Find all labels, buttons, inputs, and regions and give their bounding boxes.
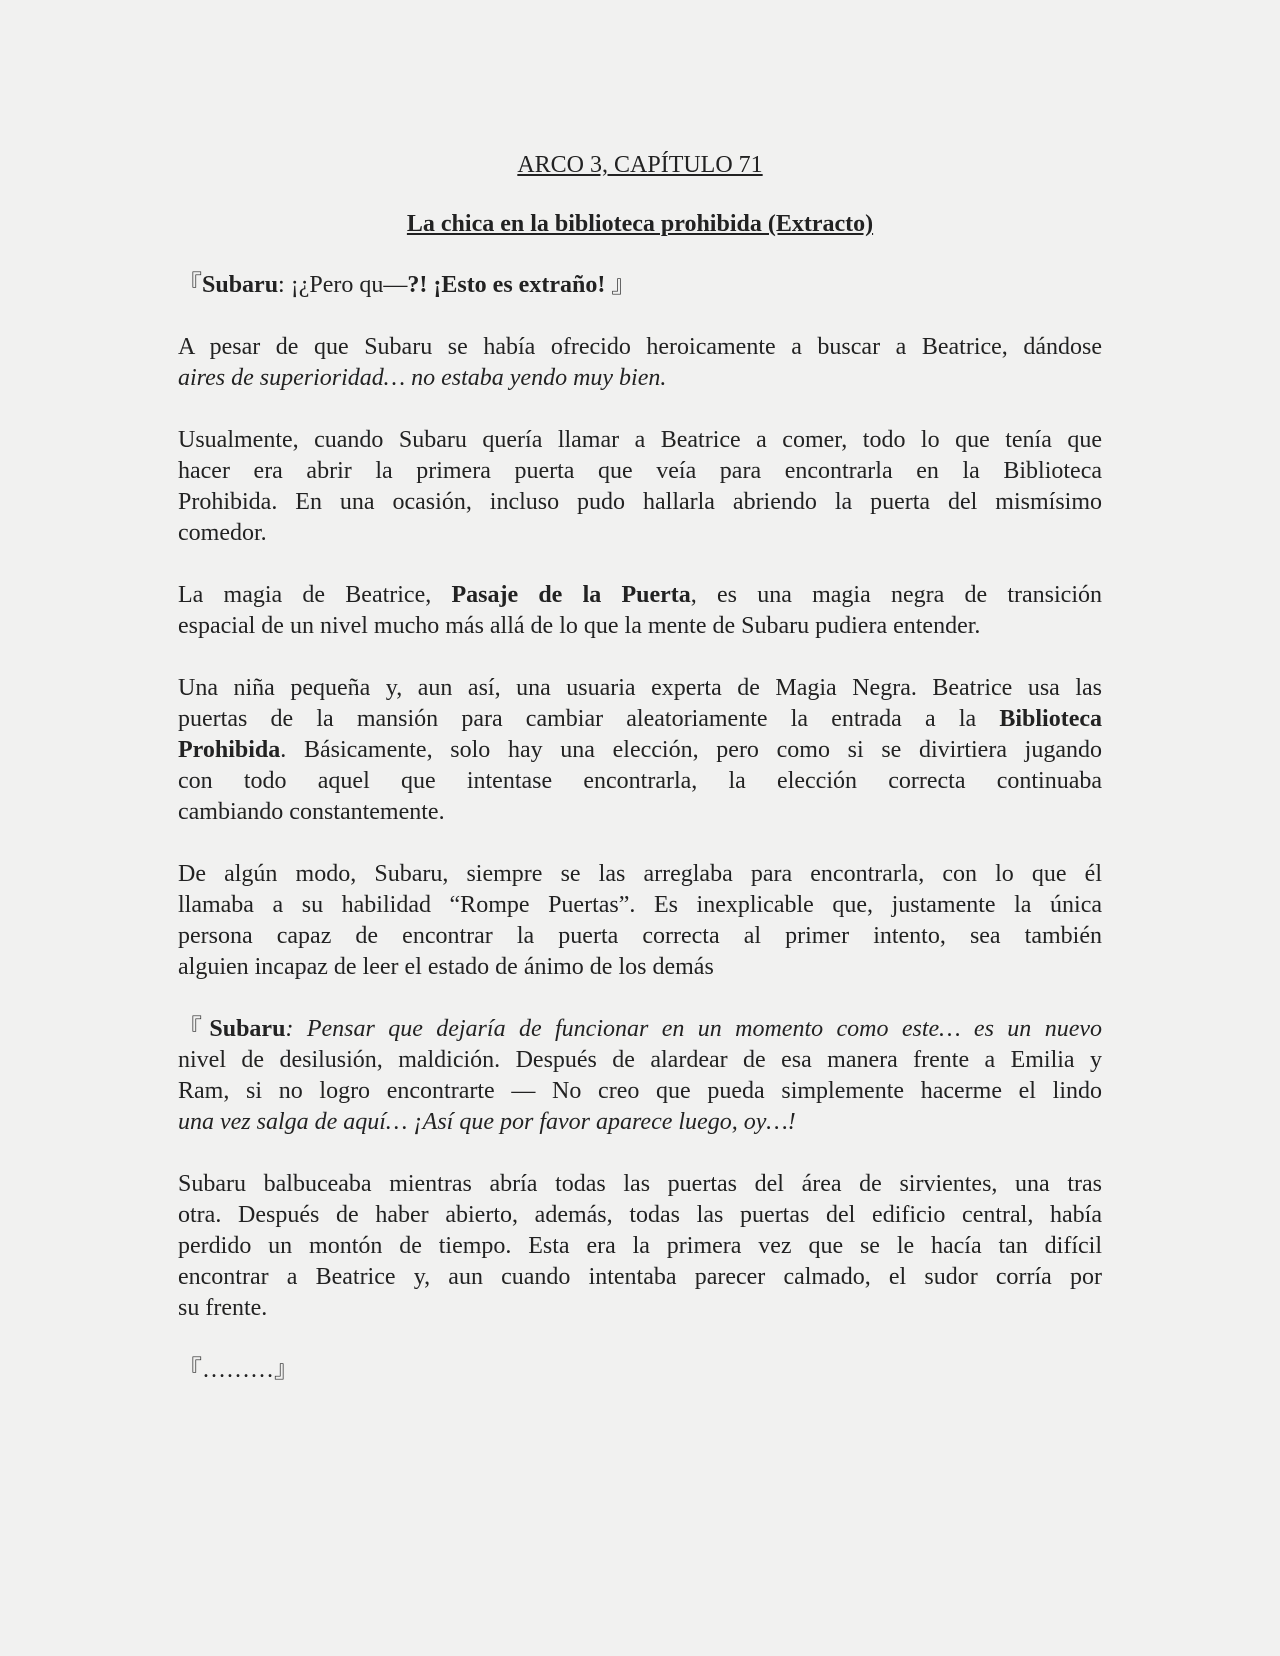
paragraph-line: persona capaz de encontrar la puerta correcta al primer intento, sea también (178, 923, 1102, 949)
paragraph-line: encontrar a Beatrice y, aun cuando intentaba parecer calmado, el sudor corría por (178, 1264, 1102, 1290)
paragraph-4 (178, 673, 1102, 828)
paragraph-line (178, 735, 1102, 766)
paragraph-line: Prohibida. En una ocasión, incluso pudo hallarla abriendo la puerta del mismísimo (178, 489, 1102, 515)
paragraph-line (178, 704, 1102, 735)
paragraph-line: con todo aquel que intentase encontrarla, la elección correcta continuaba (178, 768, 1102, 794)
text-segment: , es una magia negra de transición (690, 582, 1102, 608)
dialogue-text-bold: ?! ¡Esto es extraño! (407, 272, 612, 298)
paragraph-3 (178, 580, 1102, 642)
paragraph-6 (178, 1169, 1102, 1324)
paragraph-line (178, 580, 1102, 611)
dialogue-text-italic: : Pensar que dejaría de funcionar en un momento como este… es un nuevo (285, 1016, 1103, 1042)
dialogue-text: ¡¿Pero qu— (290, 272, 408, 298)
close-quote-mark: 』 (611, 272, 636, 298)
arc-chapter-label: ARCO 3, CAPÍTULO 71 (517, 152, 763, 178)
text-segment: . Básicamente, solo hay una elección, pero como si se divirtiera jugando (280, 737, 1102, 763)
document-page (178, 150, 1102, 1417)
closing-ellipsis (178, 1355, 1102, 1386)
paragraph-line (178, 1014, 1102, 1045)
dialogue-colon: : (278, 272, 291, 298)
speaker-name: Subaru (209, 1016, 286, 1042)
dialogue-subaru-2 (178, 1014, 1102, 1138)
paragraph-line: alguien incapaz de leer el estado de ánimo de los demás (178, 954, 714, 980)
paragraph-5 (178, 859, 1102, 983)
dialogue-subaru-1 (178, 270, 1102, 301)
paragraph-line: cambiando constantemente. (178, 799, 445, 825)
speaker-name: Subaru (202, 272, 279, 298)
paragraph-line: llamaba a su habilidad “Rompe Puertas”. Es inexplicable que, justamente la única (178, 892, 1102, 918)
bold-term-pasaje: Pasaje de la Puerta (451, 582, 691, 608)
paragraph-2 (178, 425, 1102, 549)
text-segment: La magia de Beatrice, (178, 582, 452, 608)
paragraph-line: espacial de un nivel mucho más allá de lo que la mente de Subaru pudiera entender. (178, 613, 981, 639)
paragraph-1 (178, 332, 1102, 394)
paragraph-line-italic: aires de superioridad… no estaba yendo muy bien. (178, 365, 667, 391)
paragraph-line: perdido un montón de tiempo. Esta era la primera vez que se le hacía tan difícil (178, 1233, 1102, 1259)
bold-term-prohibida: Prohibida (178, 737, 281, 763)
paragraph-line: hacer era abrir la primera puerta que veía para encontrarla en la Biblioteca (178, 458, 1102, 484)
paragraph-line: nivel de desilusión, maldición. Después de alardear de esa manera frente a Emilia y (178, 1047, 1102, 1073)
paragraph-line: Usualmente, cuando Subaru quería llamar a Beatrice a comer, todo lo que tenía que (178, 427, 1102, 453)
paragraph-line: De algún modo, Subaru, siempre se las arreglaba para encontrarla, con lo que él (178, 861, 1102, 887)
paragraph-line: A pesar de que Subaru se había ofrecido heroicamente a buscar a Beatrice, dándose (178, 334, 1102, 360)
paragraph-line: su frente. (178, 1295, 268, 1321)
paragraph-line: Subaru balbuceaba mientras abría todas las puertas del área de sirvientes, una tras (178, 1171, 1102, 1197)
paragraph-line: comedor. (178, 520, 267, 546)
closing-text: 『………』 (178, 1357, 298, 1383)
text-segment: puertas de la mansión para cambiar aleatoriamente la entrada a la (178, 706, 1000, 732)
bold-term-biblioteca: Biblioteca (999, 706, 1102, 732)
open-quote-mark: 『 (178, 1016, 210, 1042)
paragraph-line: Una niña pequeña y, aun así, una usuaria experta de Magia Negra. Beatrice usa las (178, 675, 1102, 701)
open-quote-mark: 『 (178, 272, 202, 298)
paragraph-line: otra. Después de haber abierto, además, todas las puertas del edificio central, había (178, 1202, 1102, 1228)
paragraph-line-italic: una vez salga de aquí… ¡Así que por favor aparece luego, oy…! (178, 1109, 796, 1135)
paragraph-line: Ram, si no logro encontrarte — No creo que pueda simplemente hacerme el lindo (178, 1078, 1102, 1104)
chapter-title: La chica en la biblioteca prohibida (Extracto) (406, 211, 874, 237)
